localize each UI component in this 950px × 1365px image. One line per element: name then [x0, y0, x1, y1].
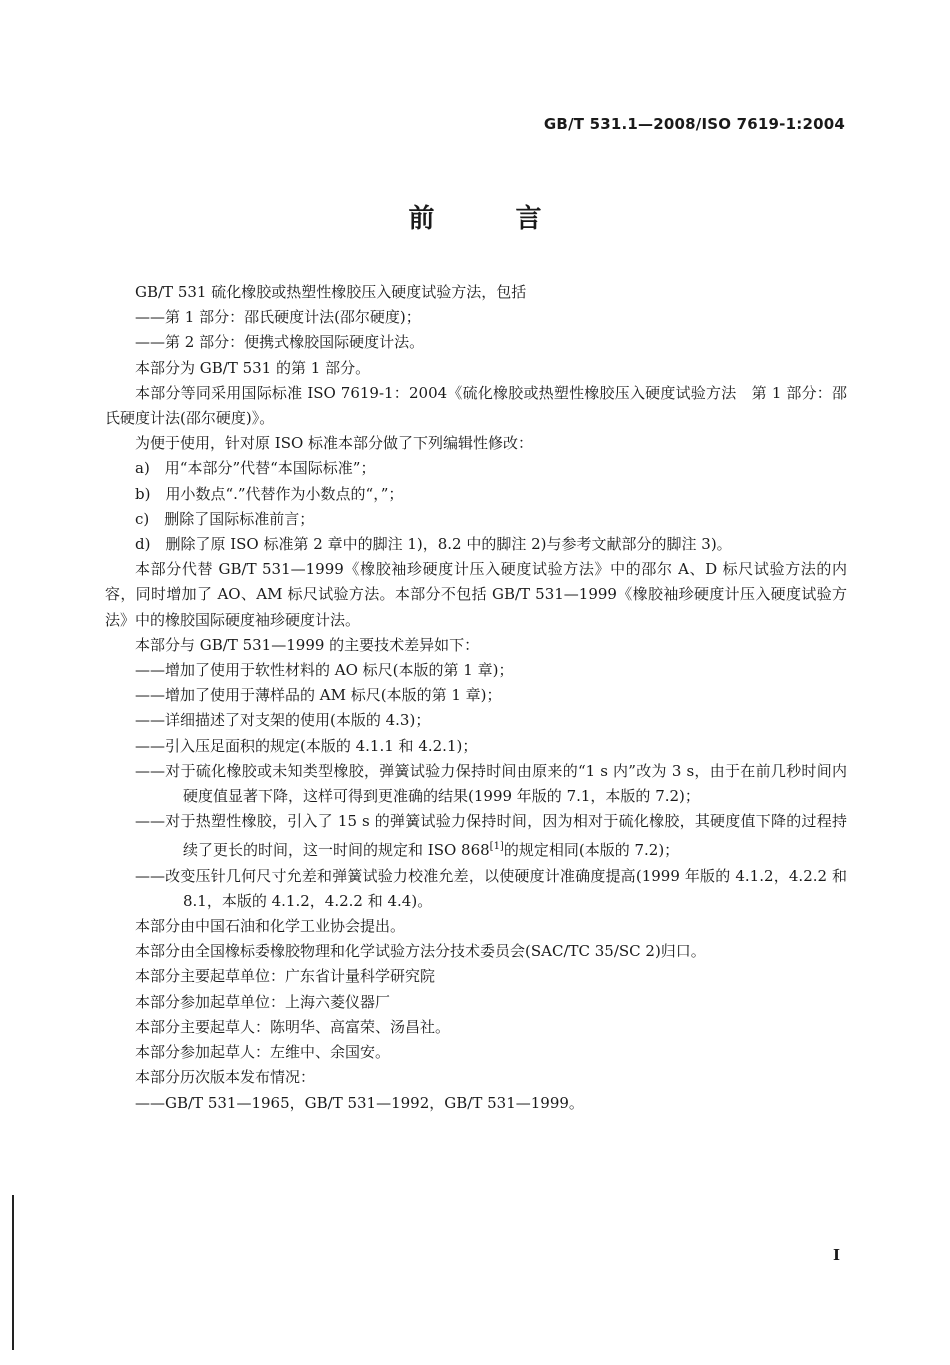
scan-margin-line	[12, 1195, 14, 1350]
reference-superscript: [1]	[489, 841, 504, 853]
history-item: ——GB/T 531—1965，GB/T 531—1992，GB/T 531—1999。	[135, 1093, 584, 1112]
paragraph: 本部分与 GB/T 531—1999 的主要技术差异如下：	[135, 635, 480, 654]
part-list-item: ——第 2 部分：便携式橡胶国际硬度计法。	[135, 333, 425, 352]
difference-item: ——对于硫化橡胶或未知类型橡胶，弹簧试验力保持时间由原来的“1 s 内”改为 3 s，由于在前几秒时间内硬度值显著下降，这样可得到更准确的结果(1999 年版的 7.1，本版的 7.2)；	[135, 761, 847, 806]
difference-text: ——对于热塑性橡胶，引入了 15 s 的弹簧试验力保持时间，因为相对于硫化橡胶，其硬度值下降的过程持续了更长的时间，这一时间的规定和 ISO 868	[135, 812, 847, 860]
difference-text-tail: 的规定相同(本版的 7.2)；	[503, 841, 680, 860]
difference-item: ——改变压针几何尺寸允差和弹簧试验力校准允差，以使硬度计准确度提高(1999 年版的 4.1.2，4.2.2 和 8.1，本版的 4.1.2，4.2.2 和 4.4)。	[135, 866, 847, 910]
difference-item	[105, 809, 847, 863]
difference-item: ——详细描述了对支架的使用(本版的 4.3)；	[135, 711, 431, 730]
paragraph: 本部分由中国石油和化学工业协会提出。	[135, 917, 406, 936]
paragraph: 本部分由全国橡标委橡胶物理和化学试验方法分技术委员会(SAC/TC 35/SC 2)归口。	[135, 942, 706, 961]
edit-item: b) 用小数点“.”代替作为小数点的“，”；	[135, 484, 404, 503]
standard-code: GB/T 531.1—2008/ISO 7619-1:2004	[543, 115, 845, 133]
paragraph: 本部分历次版本发布情况：	[135, 1068, 316, 1087]
paragraph: 本部分等同采用国际标准 ISO 7619-1：2004《硫化橡胶或热塑性橡胶压入硬度试验方法 第 1 部分：邵氏硬度计法(邵尔硬度)》。	[105, 383, 847, 428]
difference-item: ——引入压足面积的规定(本版的 4.1.1 和 4.2.1)；	[135, 736, 478, 755]
page-number: I	[832, 1246, 840, 1264]
edit-item: d) 删除了原 ISO 标准第 2 章中的脚注 1)，8.2 中的脚注 2)与参考文献部分的脚注 3)。	[135, 535, 732, 554]
edit-item: a) 用“本部分”代替“本国际标准”；	[135, 459, 376, 478]
page-title: 前 言	[408, 204, 578, 234]
paragraph: 本部分主要起草人：陈明华、高富荣、汤昌社。	[135, 1017, 451, 1036]
paragraph: 本部分参加起草单位：上海六菱仪器厂	[135, 992, 391, 1011]
difference-item: ——增加了使用于薄样品的 AM 标尺(本版的第 1 章)；	[135, 686, 502, 705]
edit-item: c) 删除了国际标准前言；	[135, 509, 315, 528]
paragraph: 本部分为 GB/T 531 的第 1 部分。	[135, 358, 371, 377]
paragraph: 本部分参加起草人：左维中、余国安。	[135, 1043, 391, 1062]
difference-item: ——增加了使用于软性材料的 AO 标尺(本版的第 1 章)；	[135, 661, 514, 680]
paragraph: 本部分代替 GB/T 531—1999《橡胶袖珍硬度计压入硬度试验方法》中的邵尔 A、D 标尺试验方法的内容，同时增加了 AO、AM 标尺试验方法。本部分不包括 GB/T 531—1999《橡胶袖珍硬度计压入硬度试验方法》中的橡胶国际硬度袖珍硬度计法。	[105, 560, 847, 629]
paragraph: 为便于使用，针对原 ISO 标准本部分做了下列编辑性修改：	[135, 434, 534, 453]
foreword-body	[105, 280, 847, 1116]
paragraph: GB/T 531 硫化橡胶或热塑性橡胶压入硬度试验方法，包括	[135, 283, 527, 301]
paragraph: 本部分主要起草单位：广东省计量科学研究院	[135, 967, 436, 986]
part-list-item: ——第 1 部分：邵氏硬度计法(邵尔硬度)；	[135, 308, 421, 327]
